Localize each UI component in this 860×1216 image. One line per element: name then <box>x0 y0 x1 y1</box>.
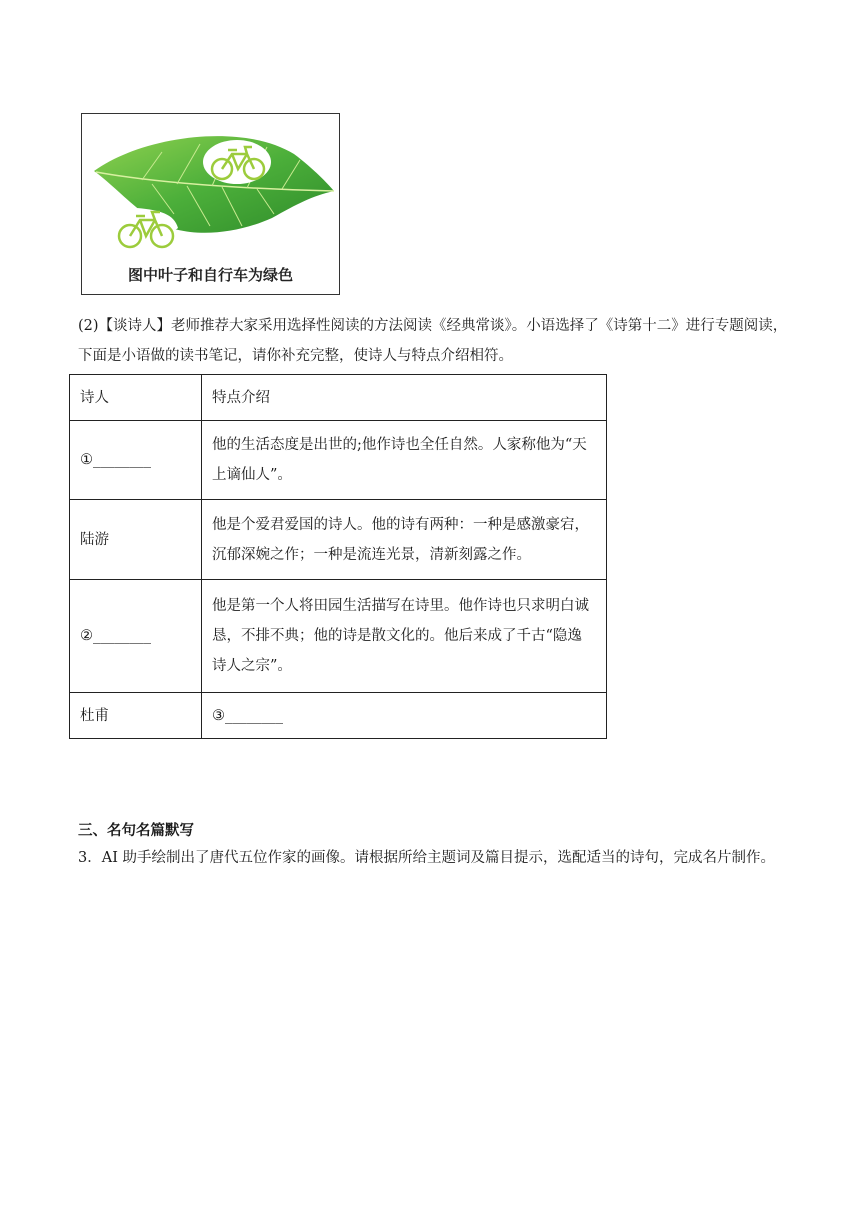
leaf-icon <box>94 136 334 233</box>
description-cell: ③________ <box>202 693 607 739</box>
description-cell: 他是个爱君爱国的诗人。他的诗有两种：一种是感激豪宕，沉郁深婉之作；一种是流连光景，清新刻露之作。 <box>202 500 607 580</box>
description-cell: 他的生活态度是出世的;他作诗也全任自然。人家称他为“天上谪仙人”。 <box>202 421 607 500</box>
header-poet: 诗人 <box>70 375 202 421</box>
table-row <box>70 693 607 739</box>
question-2-text: (2)【谈诗人】老师推荐大家采用选择性阅读的方法阅读《经典常谈》。小语选择了《诗第十二》进行专题阅读，下面是小语做的读书笔记，请你补充完整，使诗人与特点介绍相符。 <box>78 318 788 364</box>
poet-cell: ①________ <box>70 421 202 500</box>
reading-notes-table <box>69 374 607 739</box>
figure-caption: 图中叶子和自行车为绿色 <box>127 266 293 284</box>
poet-cell: 杜甫 <box>70 693 202 739</box>
question-3-text: 3．AI 助手绘制出了唐代五位作家的画像。请根据所给主题词及篇目提示，选配适当的诗句，完成名片制作。 <box>78 850 776 866</box>
table-row <box>70 500 607 580</box>
section-3-title: 三、名句名篇默写 <box>78 823 194 839</box>
header-description: 特点介绍 <box>202 375 607 421</box>
table-row <box>70 421 607 500</box>
table-row <box>70 580 607 693</box>
table-header-row <box>70 375 607 421</box>
description-cell: 他是第一个人将田园生活描写在诗里。他作诗也只求明白诚恳，不排不典；他的诗是散文化的。他后来成了千古“隐逸诗人之宗”。 <box>202 580 607 693</box>
poet-cell: ②________ <box>70 580 202 693</box>
leaf-bicycle-figure <box>81 113 340 295</box>
poet-cell: 陆游 <box>70 500 202 580</box>
